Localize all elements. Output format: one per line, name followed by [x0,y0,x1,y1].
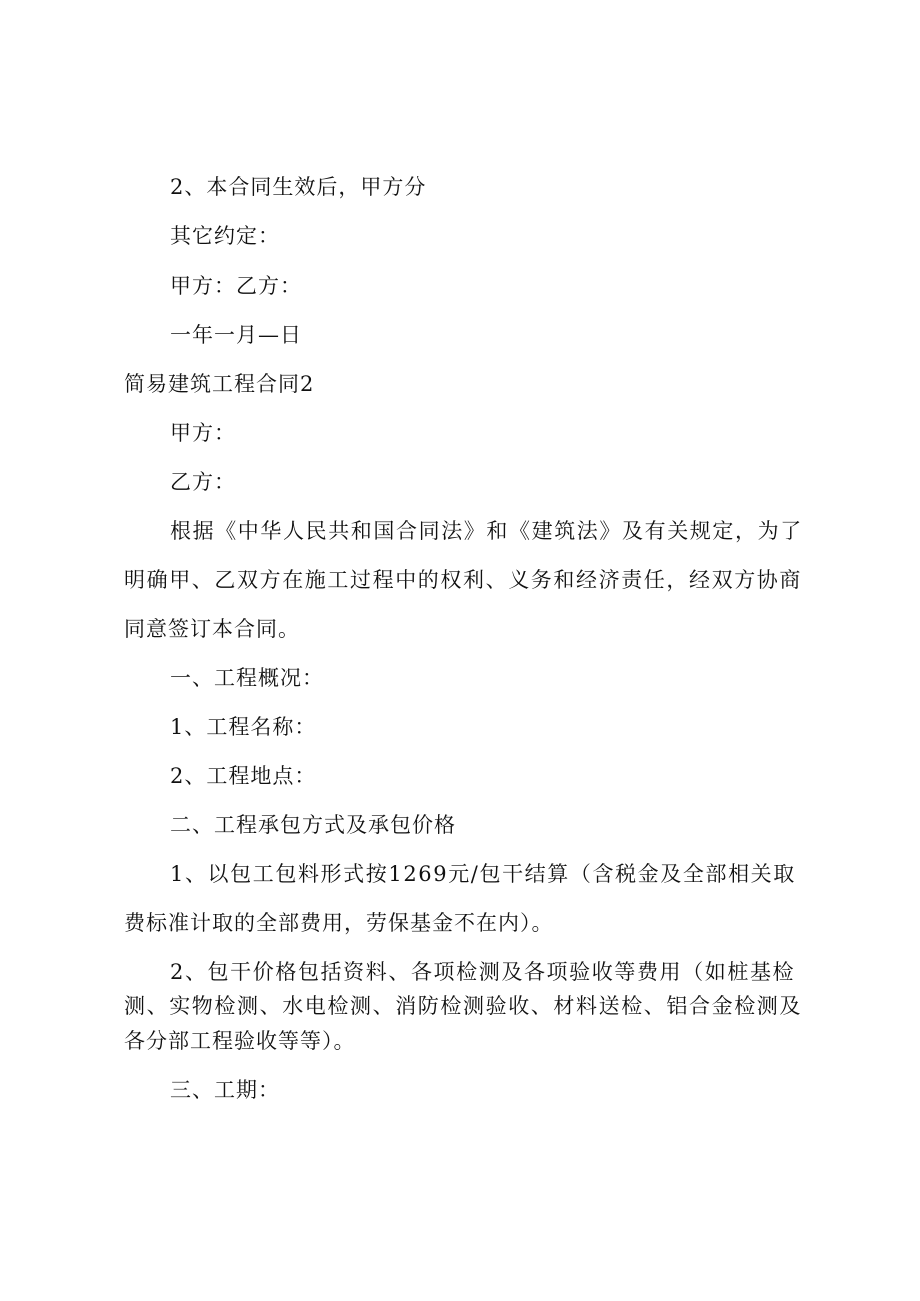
preamble-line-3: 同意签订本合同。 [124,617,300,641]
date-line: 一年一月—日 [170,323,302,347]
section-3-heading: 三、工期： [170,1078,280,1102]
other-agreements-heading: 其它约定： [170,224,280,248]
project-location-line: 2、工程地点： [170,764,317,788]
preamble-line-1: 根据《中华人民共和国合同法》和《建筑法》及有关规定，为了 [170,519,803,543]
section-2-heading: 二、工程承包方式及承包价格 [170,813,456,837]
project-name-line: 1、工程名称： [170,715,317,739]
lump-sum-clause-line-1: 2、包干价格包括资料、各项检测及各项验收等费用（如桩基检 [170,960,796,984]
lump-sum-clause-line-2: 测、实物检测、水电检测、消防检测验收、材料送检、铝合金检测及 [124,994,802,1018]
contract-title: 简易建筑工程合同2 [124,372,315,396]
preamble-line-2: 明确甲、乙双方在施工过程中的权利、义务和经济责任，经双方协商 [124,568,802,592]
party-a-label: 甲方： [170,421,236,445]
signature-parties-line: 甲方：乙方： [170,274,302,298]
pricing-clause-line-2: 费标准计取的全部费用，劳保基金不在内）。 [124,911,554,935]
lump-sum-clause-line-3: 各分部工程验收等等）。 [124,1029,356,1053]
section-1-heading: 一、工程概况： [170,666,324,690]
pricing-clause-line-1: 1、以包工包料形式按1269元/包干结算（含税金及全部相关取 [170,862,796,886]
clause-2-effective: 2、本合同生效后，甲方分 [170,175,427,199]
party-b-label: 乙方： [170,470,236,494]
